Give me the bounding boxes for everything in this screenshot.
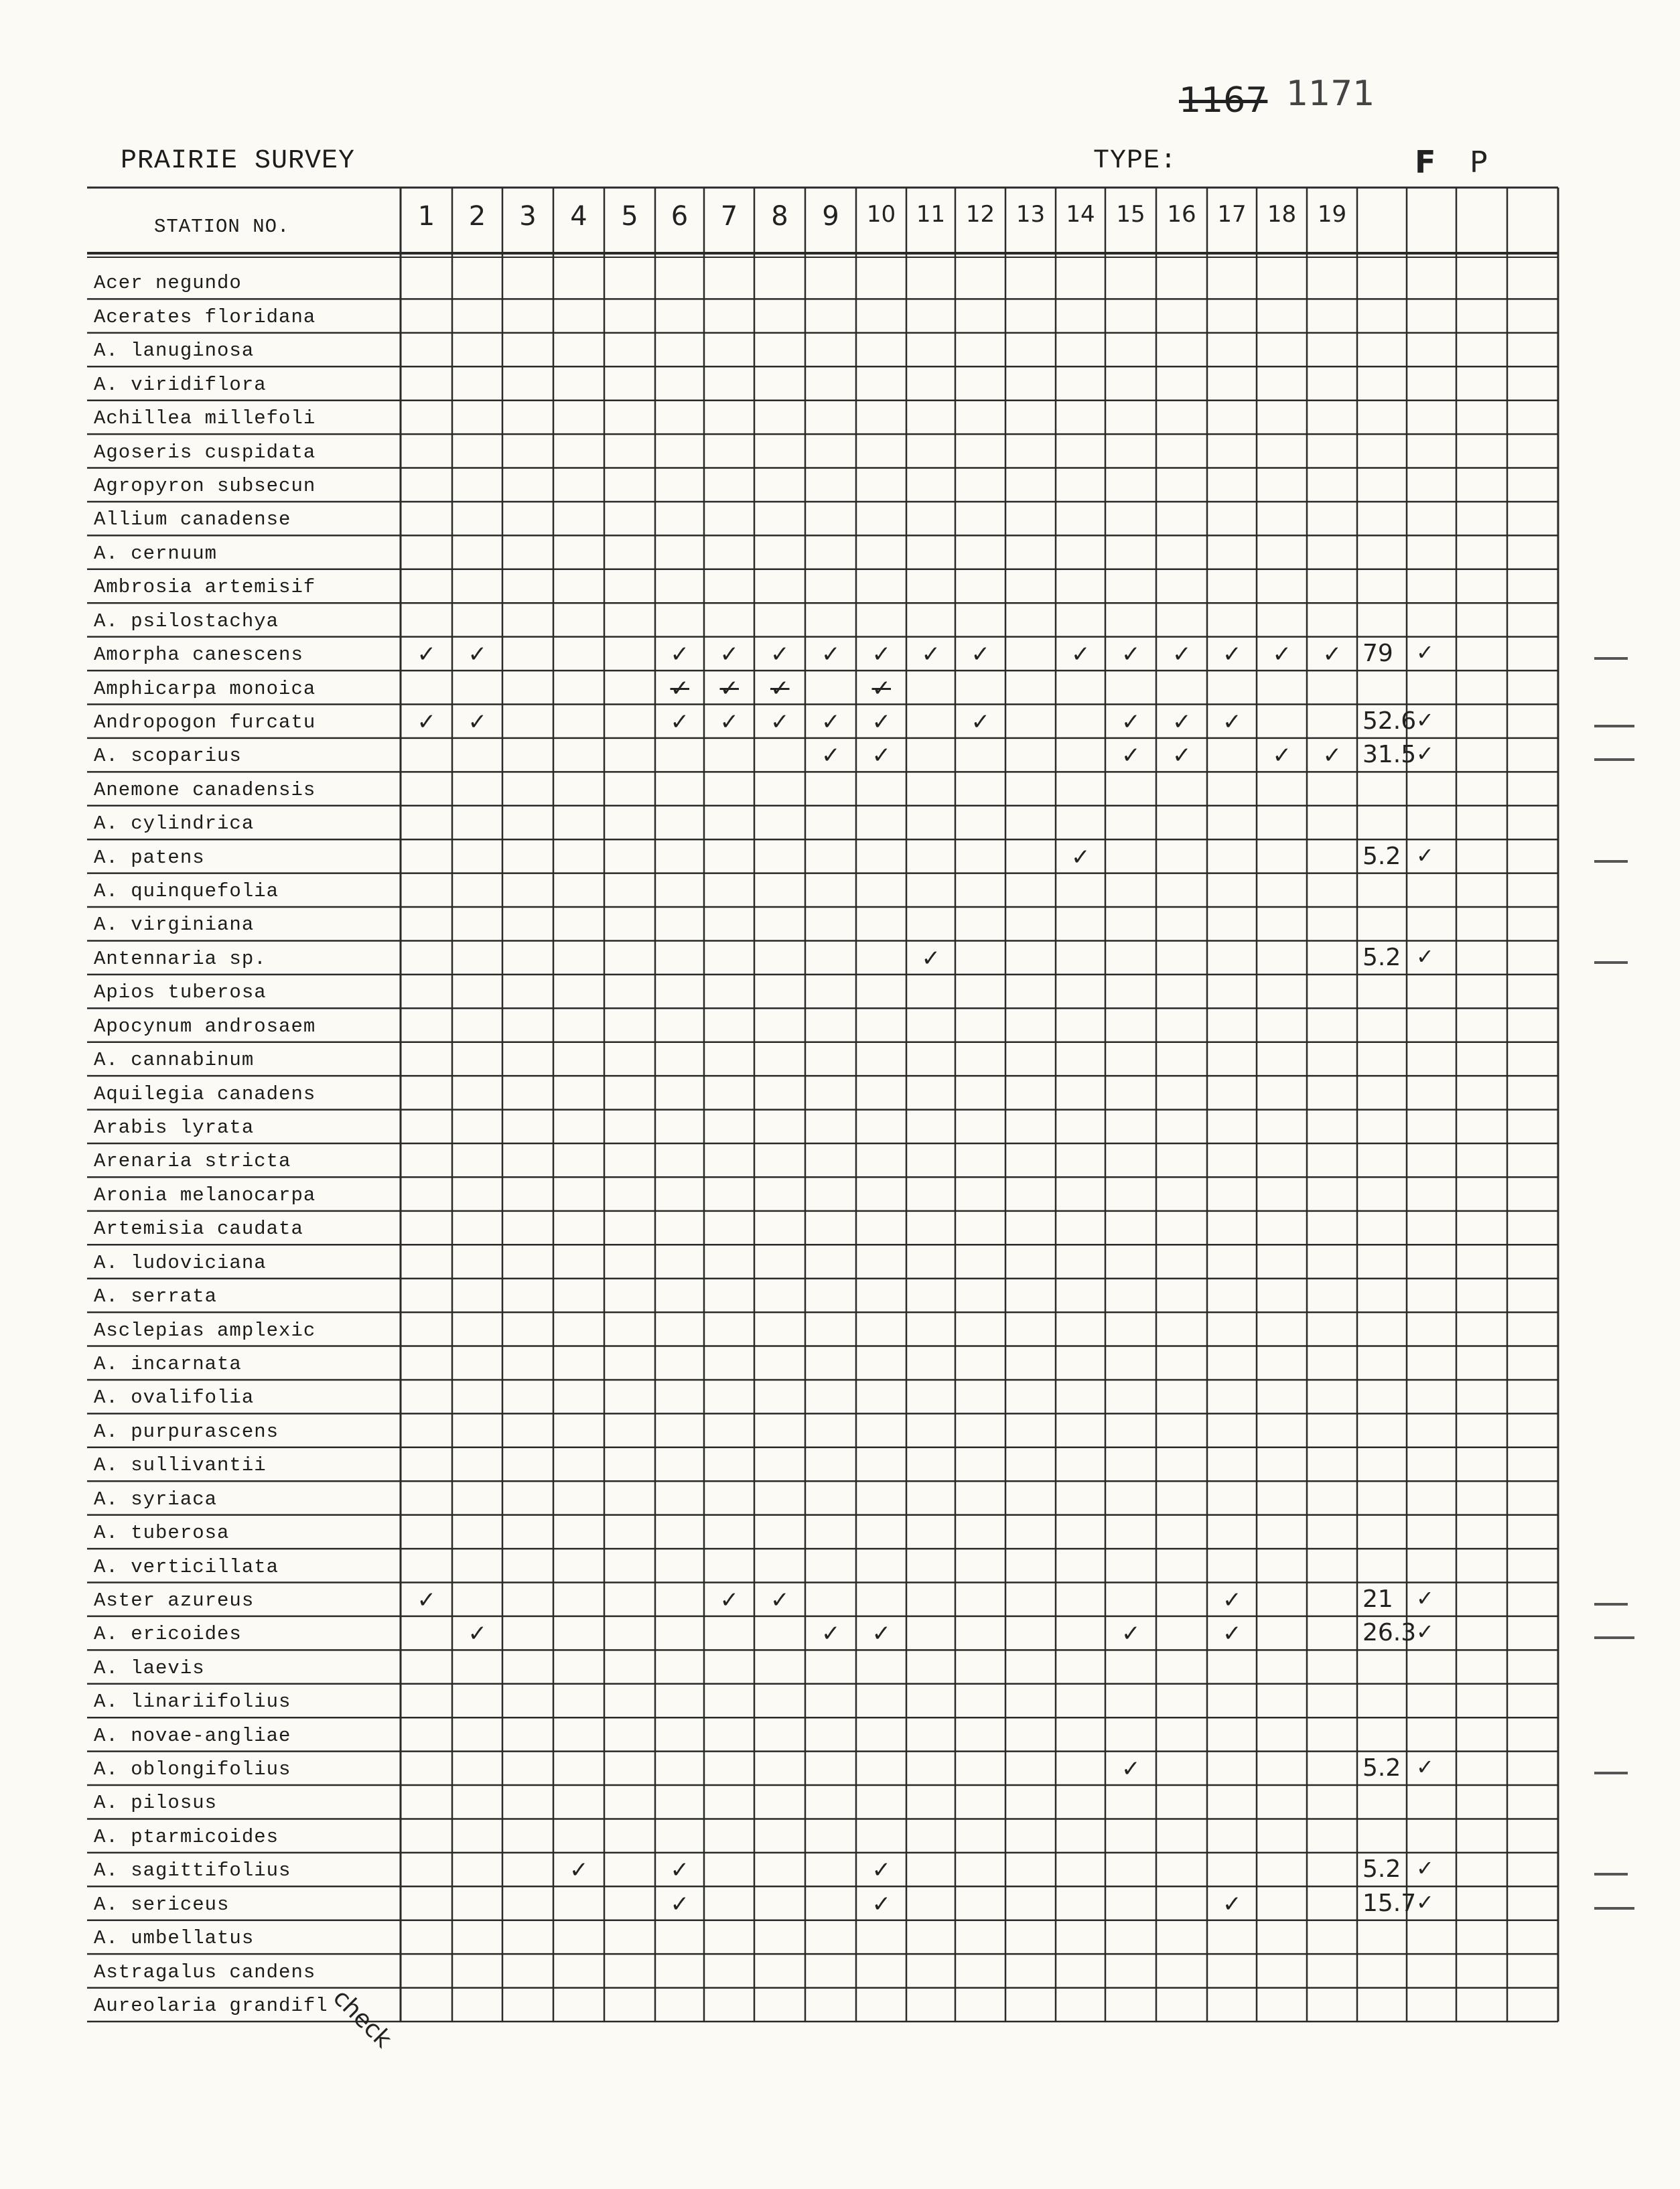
presence-check: ✓ (468, 641, 487, 668)
species-name: Asclepias amplexic (94, 1319, 316, 1342)
presence-check: ✓ (417, 1586, 436, 1614)
species-name: Aronia melanocarpa (94, 1184, 316, 1206)
presence-check: ✓ (1121, 1620, 1141, 1648)
prevalence-check: ✓ (1416, 1619, 1434, 1645)
species-name: A. ovalifolia (94, 1387, 255, 1409)
margin-tick (1594, 1907, 1634, 1910)
prevalence-check: ✓ (1416, 707, 1434, 733)
species-name: A. ptarmicoides (94, 1825, 279, 1848)
station-number: 18 (1267, 201, 1297, 228)
species-name: Arabis lyrata (94, 1117, 255, 1139)
presence-check: ✓ (971, 708, 990, 735)
station-number: 1 (417, 201, 435, 232)
presence-check: ✓ (871, 675, 891, 702)
presence-check: ✓ (1322, 742, 1342, 770)
station-number: 13 (1016, 201, 1046, 228)
type-f: F (1415, 144, 1436, 180)
presence-check: ✓ (871, 1890, 891, 1918)
margin-tick (1594, 725, 1634, 727)
presence-check: ✓ (871, 1620, 891, 1648)
species-name: A. syriaca (94, 1488, 218, 1510)
presence-check: ✓ (821, 641, 841, 668)
presence-check: ✓ (1272, 641, 1291, 668)
presence-check: ✓ (1121, 1756, 1141, 1783)
species-name: Allium canadense (94, 508, 291, 531)
presence-check: ✓ (719, 641, 739, 668)
prevalence-check: ✓ (1416, 741, 1434, 767)
presence-check: ✓ (468, 708, 487, 735)
station-number: 11 (916, 201, 946, 228)
prevalence-check: ✓ (1416, 1585, 1434, 1611)
species-name: A. patens (94, 846, 205, 869)
frequency-percent: 15.7 (1362, 1889, 1417, 1917)
species-name: A. incarnata (94, 1352, 242, 1375)
presence-check: ✓ (417, 641, 436, 668)
presence-check: ✓ (871, 641, 891, 668)
species-name: A. oblongifolius (94, 1758, 291, 1781)
presence-check: ✓ (770, 641, 790, 668)
species-name: A. cylindrica (94, 813, 255, 835)
species-name: Achillea millefoli (94, 407, 316, 430)
frequency-percent: 5.2 (1362, 1754, 1401, 1782)
presence-check: ✓ (1272, 742, 1291, 770)
species-name: A. pilosus (94, 1792, 218, 1815)
type-label: TYPE: (1093, 146, 1178, 176)
presence-check: ✓ (1121, 708, 1141, 735)
margin-tick (1594, 1873, 1628, 1876)
presence-check: ✓ (1172, 708, 1192, 735)
form-number-old: 1167 (1179, 80, 1268, 121)
station-number: 4 (570, 201, 587, 232)
frequency-percent: 5.2 (1362, 842, 1401, 870)
presence-check: ✓ (921, 641, 940, 668)
species-name: A. cannabinum (94, 1049, 255, 1072)
presence-check: ✓ (1222, 1620, 1242, 1648)
presence-check: ✓ (1222, 1586, 1242, 1614)
frequency-percent: 31.5 (1362, 741, 1417, 769)
station-number: 19 (1317, 201, 1347, 228)
station-label: STATION NO. (154, 216, 290, 238)
type-p: P (1470, 145, 1488, 180)
station-number: 12 (965, 201, 995, 228)
prevalence-check: ✓ (1416, 1855, 1434, 1882)
station-number: 9 (822, 201, 839, 232)
presence-check: ✓ (670, 641, 689, 668)
presence-check: ✓ (719, 708, 739, 735)
presence-check: ✓ (1222, 641, 1242, 668)
station-number: 16 (1167, 201, 1196, 228)
station-number: 5 (621, 201, 638, 232)
frequency-percent: 26.3 (1362, 1619, 1417, 1647)
species-name: Agropyron subsecun (94, 474, 316, 497)
station-number: 6 (671, 201, 689, 232)
species-name: Amphicarpa monoica (94, 677, 316, 700)
species-name: Aquilegia canadens (94, 1082, 316, 1105)
margin-tick (1594, 1772, 1628, 1774)
presence-check: ✓ (821, 742, 841, 770)
presence-check: ✓ (871, 708, 891, 735)
presence-check: ✓ (971, 641, 990, 668)
species-name: Amorpha canescens (94, 644, 303, 666)
prevalence-check: ✓ (1416, 1754, 1434, 1780)
station-number: 17 (1217, 201, 1247, 228)
species-name: A. novae-angliae (94, 1724, 291, 1747)
species-name: A. serrata (94, 1285, 218, 1308)
prevalence-check: ✓ (1416, 640, 1434, 666)
presence-check: ✓ (1172, 641, 1192, 668)
frequency-percent: 79 (1362, 640, 1393, 668)
species-name: A. ericoides (94, 1623, 242, 1646)
prevalence-check: ✓ (1416, 1889, 1434, 1915)
species-name: Andropogon furcatu (94, 711, 316, 733)
prevalence-check: ✓ (1416, 842, 1434, 868)
margin-tick (1594, 657, 1628, 660)
species-name: A. sericeus (94, 1893, 230, 1916)
species-name: A. ludoviciana (94, 1251, 267, 1274)
station-number: 15 (1116, 201, 1145, 228)
species-name: A. viridiflora (94, 373, 267, 396)
presence-check: ✓ (670, 1857, 689, 1884)
presence-check: ✓ (670, 708, 689, 735)
presence-check: ✓ (670, 1890, 689, 1918)
species-name: Acer negundo (94, 272, 242, 295)
presence-check: ✓ (1071, 641, 1091, 668)
presence-check: ✓ (1322, 641, 1342, 668)
species-name: Agoseris cuspidata (94, 441, 316, 464)
species-name: Astragalus candens (94, 1961, 316, 1983)
species-name: Aureolaria grandifl (94, 1995, 328, 2017)
species-name: Arenaria stricta (94, 1150, 291, 1173)
presence-check: ✓ (1222, 708, 1242, 735)
station-number: 7 (720, 201, 738, 232)
species-name: A. purpurascens (94, 1420, 279, 1443)
species-name: A. linariifolius (94, 1691, 291, 1713)
presence-check: ✓ (871, 742, 891, 770)
presence-check: ✓ (468, 1620, 487, 1648)
species-name: A. laevis (94, 1656, 205, 1679)
presence-check: ✓ (1071, 843, 1091, 871)
form-number-new: 1171 (1286, 74, 1375, 114)
station-number: 8 (771, 201, 788, 232)
species-name: Apocynum androsaem (94, 1015, 316, 1038)
frequency-percent: 21 (1362, 1585, 1393, 1613)
species-name: Anemone canadensis (94, 778, 316, 801)
station-number: 14 (1066, 201, 1095, 228)
margin-tick (1594, 1603, 1628, 1606)
station-number: 3 (519, 201, 537, 232)
presence-check: ✓ (821, 708, 841, 735)
species-name: A. tuberosa (94, 1522, 230, 1545)
margin-note: check (328, 1984, 397, 2054)
species-name: A. scoparius (94, 745, 242, 768)
species-name: A. psilostachya (94, 610, 279, 632)
species-name: A. umbellatus (94, 1927, 255, 1950)
frequency-percent: 5.2 (1362, 1855, 1401, 1884)
margin-tick (1594, 860, 1628, 863)
margin-tick (1594, 758, 1634, 761)
presence-check: ✓ (770, 708, 790, 735)
species-name: A. virginiana (94, 914, 255, 936)
species-name: A. sullivantii (94, 1454, 267, 1477)
presence-check: ✓ (569, 1857, 589, 1884)
presence-check: ✓ (670, 675, 689, 702)
prevalence-check: ✓ (1416, 943, 1434, 969)
species-name: A. quinquefolia (94, 880, 279, 903)
presence-check: ✓ (1172, 742, 1192, 770)
presence-check: ✓ (821, 1620, 841, 1648)
species-name: A. sagittifolius (94, 1859, 291, 1882)
species-name: Antennaria sp. (94, 947, 267, 970)
species-name: A. lanuginosa (94, 340, 255, 362)
frequency-percent: 52.6 (1362, 707, 1417, 735)
margin-tick (1594, 1636, 1634, 1639)
presence-check: ✓ (719, 675, 739, 702)
frequency-percent: 5.2 (1362, 943, 1401, 971)
presence-check: ✓ (871, 1857, 891, 1884)
presence-check: ✓ (921, 944, 940, 972)
species-name: Artemisia caudata (94, 1218, 303, 1241)
presence-check: ✓ (1121, 641, 1141, 668)
presence-check: ✓ (1121, 742, 1141, 770)
species-name: A. verticillata (94, 1555, 279, 1578)
species-name: Ambrosia artemisif (94, 576, 316, 599)
margin-tick (1594, 961, 1628, 964)
species-name: Aster azureus (94, 1589, 255, 1612)
presence-check: ✓ (417, 708, 436, 735)
species-name: Acerates floridana (94, 305, 316, 328)
species-name: A. cernuum (94, 542, 218, 565)
presence-check: ✓ (1222, 1890, 1242, 1918)
station-number: 2 (468, 201, 486, 232)
presence-check: ✓ (770, 1586, 790, 1614)
species-name: Apios tuberosa (94, 981, 267, 1004)
presence-check: ✓ (719, 1586, 739, 1614)
presence-check: ✓ (770, 675, 790, 702)
station-number: 10 (866, 201, 896, 228)
page-title: PRAIRIE SURVEY (121, 146, 356, 176)
